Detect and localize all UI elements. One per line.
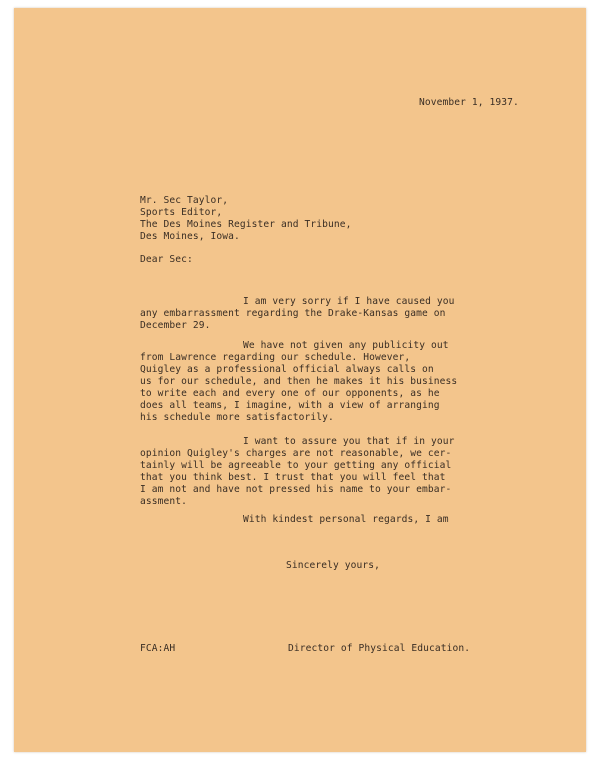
paragraph3-line: I want to assure you that if in your bbox=[243, 436, 455, 447]
regards-line: With kindest personal regards, I am bbox=[243, 514, 449, 525]
paragraph2-line: his schedule more satisfactorily. bbox=[140, 412, 334, 423]
paragraph3-line: tainly will be agreeable to your getting any official bbox=[140, 460, 452, 471]
paragraph3-line: that you think best. I trust that you will feel that bbox=[140, 472, 446, 483]
paragraph2-line: to write each and every one of our opponents, as he bbox=[140, 388, 440, 399]
paragraph1-line: any embarrassment regarding the Drake-Kansas game on bbox=[140, 308, 446, 319]
letter-date: November 1, 1937. bbox=[419, 97, 519, 108]
recipient-line: Sports Editor, bbox=[140, 207, 223, 218]
recipient-line: Des Moines, Iowa. bbox=[140, 231, 240, 242]
paragraph2-line: We have not given any publicity out bbox=[243, 340, 449, 351]
recipient-line: Mr. Sec Taylor, bbox=[140, 195, 229, 206]
paragraph3-line: I am not and have not pressed his name to your embar- bbox=[140, 484, 452, 495]
recipient-line: The Des Moines Register and Tribune, bbox=[140, 219, 352, 230]
paragraph3-line: opinion Quigley's charges are not reasonable, we cer- bbox=[140, 448, 452, 459]
paragraph2-line: Quigley as a professional official always calls on bbox=[140, 364, 434, 375]
paragraph3-line: assment. bbox=[140, 496, 188, 507]
paragraph2-line: from Lawrence regarding our schedule. However, bbox=[140, 352, 411, 363]
closing-line: Sincerely yours, bbox=[286, 560, 381, 571]
paragraph2-line: does all teams, I imagine, with a view of arranging bbox=[140, 400, 440, 411]
paragraph2-line: us for our schedule, and then he makes it his business bbox=[140, 376, 458, 387]
paragraph1-line: December 29. bbox=[140, 320, 211, 331]
salutation: Dear Sec: bbox=[140, 254, 193, 265]
initials: FCA:AH bbox=[140, 643, 176, 654]
paragraph1-line: I am very sorry if I have caused you bbox=[243, 296, 455, 307]
sender-title: Director of Physical Education. bbox=[288, 643, 471, 654]
